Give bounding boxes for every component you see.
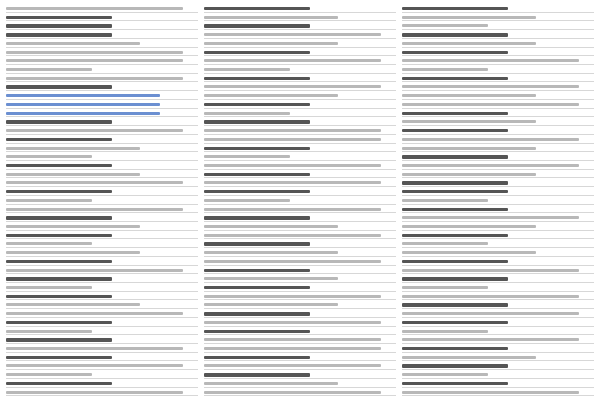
text-line xyxy=(402,309,594,318)
text-line xyxy=(6,370,198,379)
text-line xyxy=(402,335,594,344)
text-line xyxy=(6,300,198,309)
section-heading xyxy=(6,335,198,344)
section-heading xyxy=(402,187,594,196)
text-line xyxy=(204,379,396,388)
section-heading xyxy=(204,144,396,153)
text-line xyxy=(6,126,198,135)
text-line xyxy=(402,370,594,379)
text-line xyxy=(6,248,198,257)
section-heading xyxy=(6,318,198,327)
text-line xyxy=(6,222,198,231)
text-line xyxy=(204,292,396,301)
text-line xyxy=(402,170,594,179)
text-line xyxy=(402,13,594,22)
section-heading xyxy=(204,4,396,13)
text-line xyxy=(204,82,396,91)
section-heading xyxy=(402,318,594,327)
document-title xyxy=(6,4,198,13)
section-heading xyxy=(6,213,198,222)
reference-link[interactable] xyxy=(6,91,198,100)
text-line xyxy=(204,65,396,74)
section-heading xyxy=(402,300,594,309)
text-line xyxy=(6,239,198,248)
section-heading xyxy=(402,205,594,214)
text-line xyxy=(204,257,396,266)
section-heading xyxy=(6,379,198,388)
section-heading xyxy=(402,74,594,83)
text-line xyxy=(402,266,594,275)
text-line xyxy=(6,327,198,336)
text-line xyxy=(6,344,198,353)
section-heading xyxy=(204,21,396,30)
text-line xyxy=(204,196,396,205)
text-line xyxy=(204,91,396,100)
section-heading xyxy=(6,353,198,362)
section-heading xyxy=(402,257,594,266)
text-line xyxy=(204,178,396,187)
section-heading xyxy=(402,152,594,161)
section-heading xyxy=(204,48,396,57)
section-heading xyxy=(204,266,396,275)
text-line xyxy=(204,222,396,231)
section-heading xyxy=(204,74,396,83)
section-heading xyxy=(204,187,396,196)
section-heading xyxy=(6,161,198,170)
text-line xyxy=(204,135,396,144)
section-heading xyxy=(204,370,396,379)
text-line xyxy=(6,196,198,205)
reference-link[interactable] xyxy=(6,109,198,118)
section-heading xyxy=(204,309,396,318)
text-line xyxy=(6,39,198,48)
text-line xyxy=(402,91,594,100)
text-column-1 xyxy=(6,4,198,396)
text-line xyxy=(6,361,198,370)
section-heading xyxy=(402,361,594,370)
text-line xyxy=(402,135,594,144)
section-heading xyxy=(402,30,594,39)
section-heading xyxy=(6,292,198,301)
section-heading xyxy=(6,187,198,196)
text-line xyxy=(6,170,198,179)
reference-link[interactable] xyxy=(6,100,198,109)
text-line xyxy=(204,152,396,161)
section-heading xyxy=(6,231,198,240)
section-heading xyxy=(6,21,198,30)
section-heading xyxy=(6,13,198,22)
section-heading xyxy=(402,48,594,57)
text-line xyxy=(204,161,396,170)
text-line xyxy=(204,30,396,39)
text-line xyxy=(402,353,594,362)
section-heading xyxy=(6,30,198,39)
section-heading xyxy=(204,117,396,126)
text-line xyxy=(204,274,396,283)
text-line xyxy=(204,248,396,257)
text-line xyxy=(402,292,594,301)
text-line xyxy=(402,388,594,396)
text-line xyxy=(6,266,198,275)
text-line xyxy=(402,65,594,74)
text-column-3 xyxy=(402,4,594,396)
text-line xyxy=(402,222,594,231)
section-heading xyxy=(6,257,198,266)
text-line xyxy=(402,283,594,292)
section-heading xyxy=(402,4,594,13)
section-heading xyxy=(402,109,594,118)
section-heading xyxy=(6,82,198,91)
text-line xyxy=(204,231,396,240)
text-line xyxy=(204,126,396,135)
text-line xyxy=(402,161,594,170)
text-line xyxy=(204,344,396,353)
text-line xyxy=(204,109,396,118)
section-heading xyxy=(6,117,198,126)
text-line xyxy=(402,213,594,222)
text-line xyxy=(6,152,198,161)
text-line xyxy=(6,178,198,187)
section-heading xyxy=(204,239,396,248)
text-line xyxy=(204,13,396,22)
section-heading xyxy=(204,353,396,362)
text-line xyxy=(402,239,594,248)
text-line xyxy=(402,196,594,205)
text-line xyxy=(6,388,198,396)
text-line xyxy=(6,74,198,83)
section-heading xyxy=(6,135,198,144)
text-line xyxy=(6,205,198,214)
text-line xyxy=(402,82,594,91)
section-heading xyxy=(204,213,396,222)
text-line xyxy=(204,205,396,214)
text-line xyxy=(204,335,396,344)
text-line xyxy=(6,144,198,153)
text-line xyxy=(6,48,198,57)
text-line xyxy=(402,144,594,153)
text-line xyxy=(204,56,396,65)
text-line xyxy=(402,21,594,30)
text-line xyxy=(402,39,594,48)
section-heading xyxy=(204,100,396,109)
text-column-2 xyxy=(204,4,396,396)
text-line xyxy=(402,117,594,126)
text-line xyxy=(204,361,396,370)
section-heading xyxy=(402,274,594,283)
text-line xyxy=(6,283,198,292)
text-line xyxy=(6,65,198,74)
text-line xyxy=(402,327,594,336)
text-line xyxy=(204,39,396,48)
text-line xyxy=(6,309,198,318)
text-line xyxy=(204,388,396,396)
text-line xyxy=(402,100,594,109)
text-line xyxy=(204,300,396,309)
text-line xyxy=(402,248,594,257)
text-line xyxy=(204,318,396,327)
text-line xyxy=(402,56,594,65)
section-heading xyxy=(402,126,594,135)
section-heading xyxy=(6,274,198,283)
section-heading xyxy=(204,327,396,336)
text-line xyxy=(6,56,198,65)
section-heading xyxy=(402,178,594,187)
section-heading xyxy=(402,344,594,353)
section-heading xyxy=(402,231,594,240)
section-heading xyxy=(204,170,396,179)
section-heading xyxy=(402,379,594,388)
section-heading xyxy=(204,283,396,292)
